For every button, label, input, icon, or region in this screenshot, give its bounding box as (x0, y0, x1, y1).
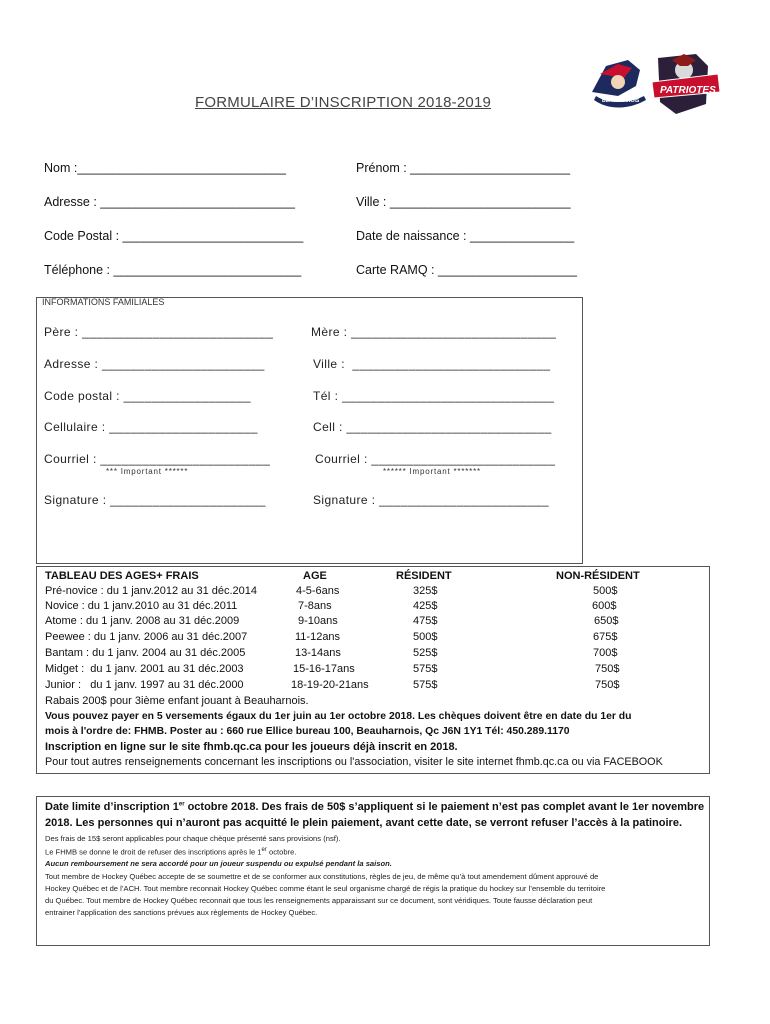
ville-field[interactable]: Ville : __________________________ (356, 195, 571, 209)
refus-sup: er (261, 847, 267, 853)
courriel-field-1[interactable]: Courriel : ________________________ (44, 452, 271, 466)
row-category: Pré-novice : du 1 janv.2012 au 31 déc.2014 (45, 585, 258, 597)
row-category: Midget : du 1 janv. 2001 au 31 déc.2003 (45, 663, 244, 675)
rabais-text: Rabais 200$ pour 3ième enfant jouant à Beauharnois. (45, 695, 309, 707)
row-non-resident: 500$ (593, 585, 618, 597)
row-category: Atome : du 1 janv. 2008 au 31 déc.2009 (45, 615, 240, 627)
patriotes-logo (652, 54, 720, 114)
reglement-line-3: du Québec. Tout membre de Hockey Québec reconnait que tous les renseignements apparaissant sur ce document, sont véridiques. Toute fausse déclaration peut (45, 896, 593, 905)
famille-ville-field[interactable]: Ville : ____________________________ (313, 357, 551, 371)
telephone-field[interactable]: Téléphone : ___________________________ (44, 263, 302, 277)
carte-ramq-field[interactable]: Carte RAMQ : ____________________ (356, 263, 577, 277)
row-resident: 500$ (413, 631, 438, 643)
paiement-line-2: mois à l'ordre de: FHMB. Poster au : 660 rue Ellice bureau 100, Beauharnois, Qc J6N 1Y1 Tél: 450.289.1170 (45, 726, 570, 737)
famille-adresse-field[interactable]: Adresse : _______________________ (44, 357, 265, 371)
row-age: 13-14ans (295, 647, 341, 659)
row-resident: 525$ (413, 647, 438, 659)
date-limite-line-2: 2018. Les personnes qui n’auront pas acquitté le plein paiement, avant cette date, se verront refuser l’accès à la patinoire. (45, 817, 683, 829)
row-age: 15-16-17ans (293, 663, 355, 675)
row-non-resident: 700$ (593, 647, 618, 659)
refus-part-a: Le FHMB se donne le droit de refuser des inscriptions après le 1 (45, 847, 262, 857)
row-resident: 575$ (413, 663, 438, 675)
row-age: 11-12ans (295, 631, 341, 643)
row-category: Peewee : du 1 janv. 2006 au 31 déc.2007 (45, 631, 248, 643)
famille-code-postal-field[interactable]: Code postal : __________________ (44, 389, 251, 403)
paiement-line-1: Vous pouvez payer en 5 versements égaux du 1er juin au 1er octobre 2018. Les chèques doivent être en date du 1er du (45, 711, 632, 722)
row-category: Novice : du 1 janv.2010 au 31 déc.2011 (45, 600, 238, 612)
date-limite-part-b: octobre 2018. Des frais de 50$ s’appliquent si le paiement n’est pas complet avant le 1er novembre (184, 801, 705, 813)
refus-part-b: octobre. (266, 847, 297, 857)
row-category: Bantam : du 1 janv. 2004 au 31 déc.2005 (45, 647, 246, 659)
row-resident: 475$ (413, 615, 438, 627)
table-header-resident: RÉSIDENT (396, 570, 452, 582)
reglement-line-4: entrainer l’application des sanctions prévues aux règlements de Hockey Québec. (45, 908, 318, 917)
row-resident: 325$ (413, 585, 438, 597)
family-info-title: INFORMATIONS FAMILIALES (42, 297, 165, 307)
beauharnois-logo (592, 60, 646, 108)
table-header-age: AGE (303, 570, 327, 582)
remboursement-text: Aucun remboursement ne sera accordé pour un joueur suspendu ou expulsé pendant la saison. (45, 859, 392, 868)
pere-field[interactable]: Père : ___________________________ (44, 325, 274, 339)
cellulaire-field[interactable]: Cellulaire : _____________________ (44, 420, 258, 434)
inscription-en-ligne: Inscription en ligne sur le site fhmb.qc.ca pour les joueurs déjà inscrit en 2018. (45, 741, 458, 753)
row-resident: 575$ (413, 679, 438, 691)
date-limite-part-a: Date limite d’inscription 1 (45, 801, 179, 813)
logo2-text: PATRIOTES (660, 85, 716, 96)
fee-table-box (36, 566, 710, 774)
signature-field-2[interactable]: Signature : ________________________ (313, 493, 549, 507)
row-age: 18-19-20-21ans (291, 679, 369, 691)
row-age: 4-5-6ans (296, 585, 340, 597)
tel-field[interactable]: Tél : ______________________________ (313, 389, 555, 403)
frais-cheque-text: Des frais de 15$ seront applicables pour chaque chèque présenté sans provisions (nsf). (45, 834, 341, 843)
date-naissance-field[interactable]: Date de naissance : _______________ (356, 229, 575, 243)
table-header-tableau: TABLEAU DES AGES+ FRAIS (45, 570, 199, 582)
reglement-line-1: Tout membre de Hockey Québec accepte de se soumettre et de se conformer aux constitutions, règles de jeu, de même qu’à tout amendement dûment approuvé de (45, 872, 599, 881)
adresse-field[interactable]: Adresse : ____________________________ (44, 195, 295, 209)
mere-field[interactable]: Mère : _____________________________ (311, 325, 557, 339)
row-non-resident: 650$ (594, 615, 619, 627)
prenom-field[interactable]: Prénom : _______________________ (356, 161, 571, 175)
row-category: Junior : du 1 janv. 1997 au 31 déc.2000 (45, 679, 244, 691)
row-non-resident: 750$ (595, 663, 620, 675)
important-note-2: ****** Important ******* (383, 467, 481, 476)
row-age: 7-8ans (298, 600, 332, 612)
date-limite-line-1 (45, 801, 704, 813)
signature-field-1[interactable]: Signature : ______________________ (44, 493, 266, 507)
row-non-resident: 600$ (592, 600, 617, 612)
team-logos (588, 52, 738, 116)
row-age: 9-10ans (298, 615, 338, 627)
table-header-non-resident: NON-RÉSIDENT (556, 570, 640, 582)
code-postal-field[interactable]: Code Postal : __________________________ (44, 229, 304, 243)
notes-box (36, 796, 710, 946)
row-non-resident: 750$ (595, 679, 620, 691)
nom-field[interactable]: Nom :______________________________ (44, 161, 286, 175)
courriel-field-2[interactable]: Courriel : __________________________ (315, 452, 556, 466)
row-resident: 425$ (413, 600, 438, 612)
row-non-resident: 675$ (593, 631, 618, 643)
cell-field[interactable]: Cell : _____________________________ (313, 420, 552, 434)
important-note-1: *** Important ****** (106, 467, 189, 476)
reglement-line-2: Hockey Québec et de l’ACH. Tout membre reconnait Hockey Québec comme étant le seul organisme chargé de régis la pratique du hockey sur l’ensemble du territoire (45, 884, 606, 893)
date-limite-sup: er (178, 801, 185, 808)
logo1-text: BEAUHARNOIS (602, 98, 640, 104)
refus-text (45, 847, 296, 857)
form-title: FORMULAIRE D’INSCRIPTION 2018-2019 (195, 94, 492, 111)
renseignements-text: Pour tout autres renseignements concernant les inscriptions ou l'association, visiter le site internet fhmb.qc.ca ou via FACEBOOK (45, 756, 663, 768)
